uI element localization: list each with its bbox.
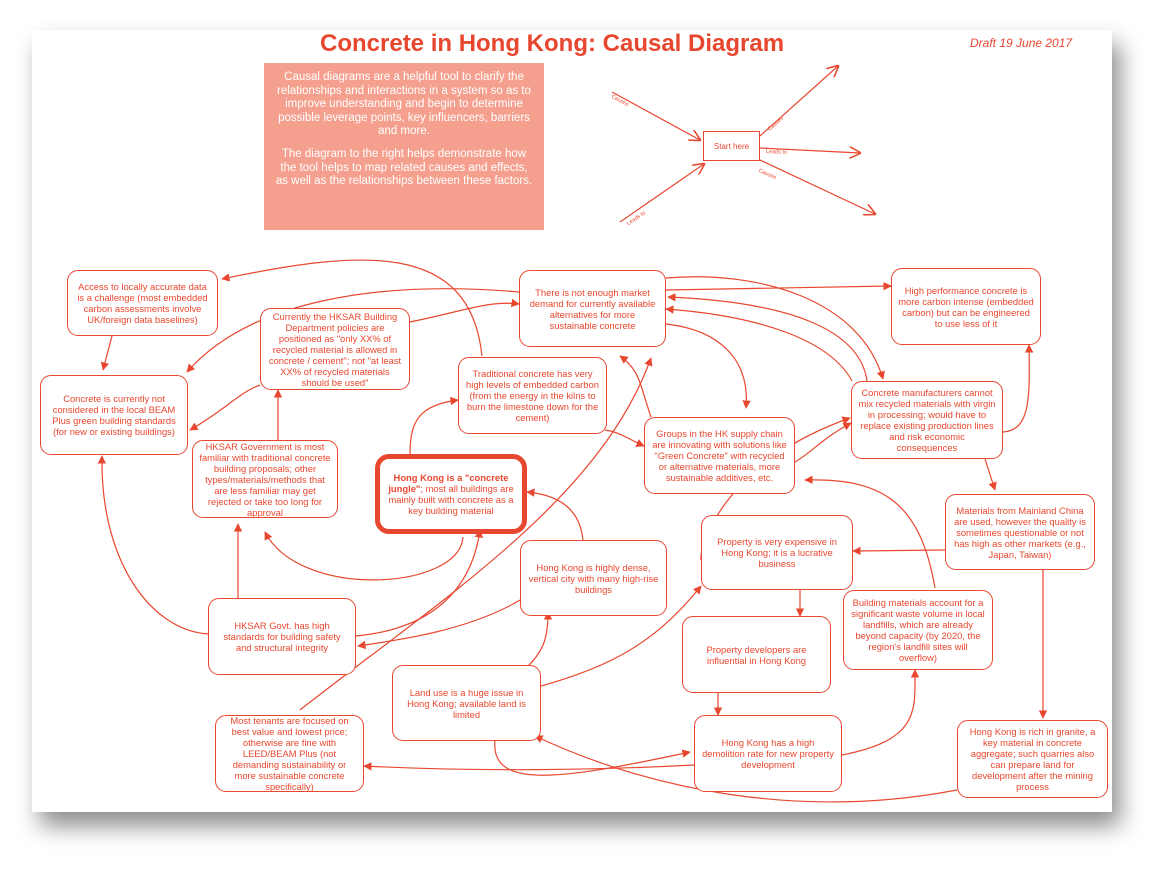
- connector: [527, 612, 548, 667]
- node-manufacturers-text: Concrete manufacturers cannot mix recycled materials with virgin in processing; would have to replace existing production lines and risk economic consequences: [858, 387, 996, 453]
- connector: [527, 492, 583, 540]
- example-causes-label-up: Causes: [767, 115, 785, 133]
- node-manufacturers: [851, 381, 1003, 459]
- node-traditional-concrete: [458, 357, 607, 434]
- node-granite-text: Hong Kong is rich in granite, a key material in concrete aggregate; such quarries also can prepare land for development after the mining process: [969, 726, 1096, 792]
- node-hksar-policy-text: Currently the HKSAR Building Department policies are positioned as "only XX% of recycled material is allowed in concrete / cement"; not "at least XX% of recycled materials should be used": [268, 310, 402, 388]
- node-concrete-jungle-text: [386, 472, 516, 516]
- node-property-developers: [682, 616, 831, 693]
- node-data-access: [67, 270, 218, 336]
- connector: [190, 385, 260, 430]
- draft-date: Draft 19 June 2017: [970, 36, 1073, 50]
- node-land-use-text: Land use is a huge issue in Hong Kong; available land is limited: [407, 686, 526, 720]
- connector: [853, 550, 945, 551]
- intro-paragraph-1: Causal diagrams are a helpful tool to clarify the relationships and interactions in a system so as to improve understanding and begin to determine possible leverage points, key influencers, barriers and more.: [277, 71, 531, 138]
- node-granite: [957, 720, 1108, 798]
- connector: [265, 532, 463, 580]
- node-safety-standards: [208, 598, 356, 675]
- node-traditional-concrete-text: Traditional concrete has very high levels of embedded carbon (from the energy in the kilns to burn the limestone down for the cement): [466, 368, 599, 423]
- node-gov-familiar-text: HKSAR Government is most familiar with traditional concrete building proposals; other types/materials/methods that are less familiar may get rejected or take too long for approval: [199, 440, 331, 518]
- example-effect-arrow-down: [757, 160, 875, 214]
- example-cause-arrow-in-top: [612, 92, 700, 140]
- node-tenants-text: Most tenants are focused on best value and lowest price; otherwise are fine with LEED/BEAM Plus (not demanding sustainability or more sustainable concrete specifically): [230, 715, 349, 792]
- node-data-access-text: Access to locally accurate data is a challenge (most embedded carbon assessments involve UK/foreign data baselines): [77, 281, 208, 325]
- node-safety-standards-text: HKSAR Govt. has high standards for building safety and structural integrity: [223, 620, 341, 653]
- connector: [666, 324, 746, 408]
- example-cause-arrow-in-bottom: [620, 164, 704, 222]
- node-demolition-rate-text: Hong Kong has a high demolition rate for new property development: [702, 737, 834, 770]
- node-property-expensive: [701, 515, 853, 590]
- node-concrete-jungle-bold: Hong Kong is a "concrete jungle": [388, 472, 509, 494]
- example-leads-to-label-bottom: Leads to: [626, 210, 647, 227]
- diagram-title: Concrete in Hong Kong: Causal Diagram: [320, 30, 785, 57]
- example-start-box: [703, 131, 760, 161]
- connector: [666, 309, 852, 381]
- node-property-expensive-text: Property is very expensive in Hong Kong; it is a lucrative business: [717, 536, 837, 569]
- node-supply-chain: [644, 417, 795, 494]
- node-concrete-jungle: [375, 454, 527, 534]
- node-market-demand-text: There is not enough market demand for currently available alternatives for more sustainable concrete: [529, 286, 656, 331]
- node-supply-chain-text: Groups in the HK supply chain are innovating with solutions like "Green Concrete" with recycled or alternative materials, more sustainable additives, etc.: [652, 428, 787, 483]
- connector: [985, 459, 995, 490]
- connector: [842, 670, 915, 755]
- node-landfill-waste: [843, 590, 993, 670]
- node-high-performance-text: High performance concrete is more carbon intense (embedded carbon) but can be engineered to use less of it: [898, 284, 1034, 329]
- intro-paragraph-2: The diagram to the right helps demonstrate how the tool helps to map related causes and effects, as well as the relationships between these factors.: [275, 147, 533, 188]
- node-mainland-materials: [945, 494, 1095, 570]
- node-beam-plus-text: Concrete is currently not considered in the local BEAM Plus green building standards (for new or existing buildings): [52, 393, 176, 437]
- connector: [410, 303, 519, 322]
- node-tenants: [215, 715, 364, 792]
- node-market-demand: [519, 270, 666, 347]
- node-concrete-jungle-rest: ; most all buildings are mainly built with concrete as a key building material: [388, 483, 514, 516]
- connector: [103, 336, 112, 370]
- node-demolition-rate: [694, 715, 842, 792]
- connector: [364, 765, 694, 770]
- example-start-label: Start here: [713, 141, 750, 151]
- node-mainland-materials-text: Materials from Mainland China are used, however the quality is sometimes questionable or not has high as other markets (e.g., Japan, Taiwan): [954, 504, 1086, 560]
- node-land-use: [392, 665, 541, 741]
- connector: [1003, 345, 1029, 432]
- node-high-density: [520, 540, 667, 616]
- connector: [605, 430, 644, 446]
- example-causes-label-down: Causes: [757, 168, 778, 182]
- connector: [668, 297, 867, 381]
- node-landfill-waste-text: Building materials account for a significant waste volume in local landfills, which are already beyond capacity (by 2020, the region's landfill sites will overflow): [851, 597, 985, 663]
- example-leads-to-label-right: Leads to: [765, 149, 788, 156]
- example-causes-label-top: Causes: [610, 94, 630, 109]
- node-beam-plus: [40, 375, 188, 455]
- node-high-performance: [891, 268, 1041, 345]
- node-high-density-text: Hong Kong is highly dense, vertical city with many high-rise buildings: [528, 561, 659, 595]
- node-gov-familiar: [192, 440, 338, 518]
- connector: [410, 400, 458, 454]
- connector: [620, 356, 651, 417]
- node-property-developers-text: Property developers are influential in Hong Kong: [706, 643, 807, 666]
- node-hksar-policy: [260, 308, 410, 390]
